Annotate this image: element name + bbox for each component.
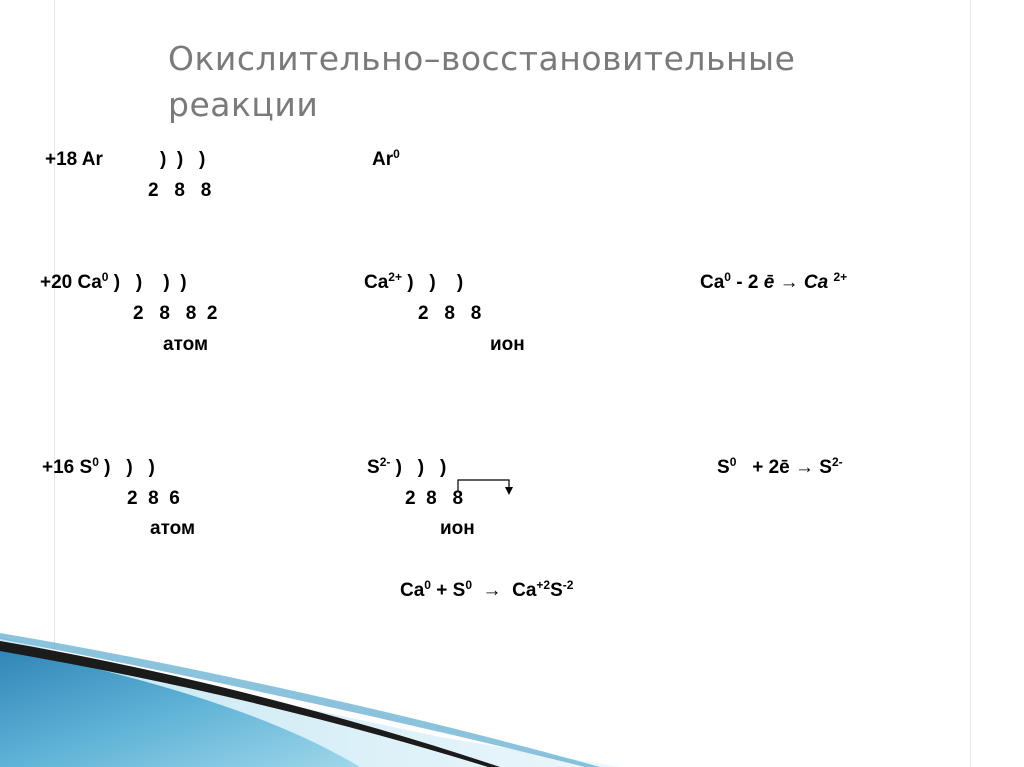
ca-atom-label: атом (163, 334, 209, 355)
ca-ion: $Ca^{2+}$ ) ) ) (364, 270, 464, 293)
ca-nucleus: +20 Ca$^0$ ) ) ) ) (40, 270, 187, 293)
s-equation: $S^0$ + 2ē → $S^{2-}$ (717, 455, 843, 478)
s-electrons: 2 8 6 (127, 488, 180, 509)
ar-symbol: Ar$^0$ (372, 147, 400, 170)
s-ion-label: ион (440, 518, 475, 539)
s-atom-label: атом (150, 518, 196, 539)
ca-electrons: 2 8 8 2 (133, 303, 218, 324)
ca-ion-electrons: 2 8 8 (418, 303, 482, 324)
slide-title: Окислительно–восстановительные реакции (168, 39, 796, 124)
decorative-wave (0, 627, 1024, 767)
s-nucleus: +16 $S^0$ ) ) ) (42, 455, 155, 478)
s-ion: $S^{2-}$ ) ) ) (367, 455, 447, 478)
s-ion-electrons: 2 8 8 (405, 488, 464, 509)
ar-electrons: 2 8 8 (148, 180, 212, 201)
overall-reaction: $Ca^0 + S^0 \to Ca^{+2}S^{-2}$ (400, 578, 574, 601)
electron-transfer-arrow (452, 474, 518, 498)
ar-nucleus: +18 Ar (45, 149, 103, 170)
ar-shells: ) ) ) (160, 149, 206, 170)
ca-equation: Ca$^0$ - 2 ē → Ca $^{2+}$ (700, 270, 848, 293)
ca-ion-label: ион (490, 334, 525, 355)
